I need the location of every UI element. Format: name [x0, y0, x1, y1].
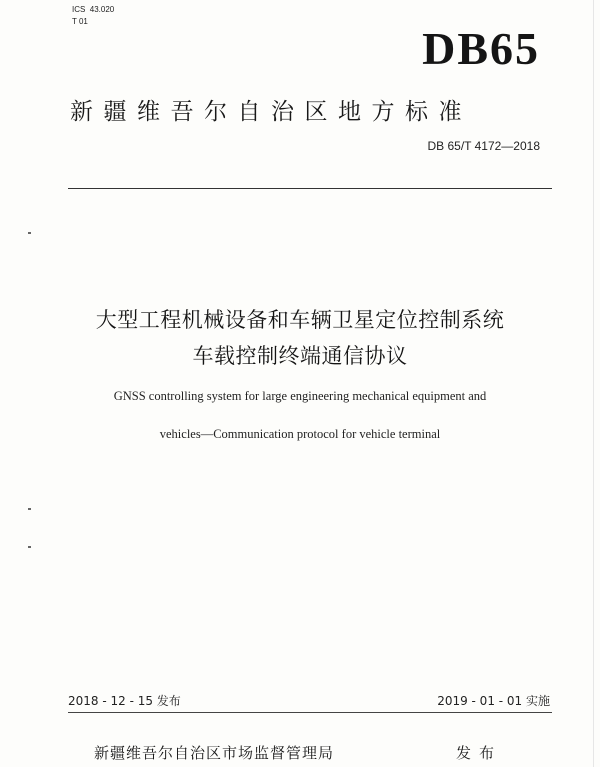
ics-code: ICS 43.020 [72, 5, 115, 14]
implementation-date: 2019 - 01 - 01 实施 [437, 694, 550, 708]
title-cn-line2: 车载控制终端通信协议 [192, 344, 408, 368]
header-divider [68, 188, 552, 189]
title-en-line1: GNSS controlling system for large engineering mechanical equipment and [113, 389, 487, 403]
title-cn-line1: 大型工程机械设备和车辆卫星定位控制系统 [95, 308, 505, 332]
issue-date: 2018 - 12 - 15 发布 [68, 694, 181, 708]
scan-speck [28, 546, 31, 548]
standard-type-heading: 新疆维吾尔自治区地方标准 [70, 99, 472, 125]
standard-number: DB 65/T 4172—2018 [427, 139, 540, 153]
publish-label: 发布 [456, 744, 503, 762]
classification-codes [72, 4, 114, 28]
db65-logo: DB65 [422, 23, 540, 74]
scan-speck [28, 508, 31, 510]
issuing-authority: 新疆维吾尔自治区市场监督管理局 [94, 744, 335, 762]
footer-divider [68, 712, 552, 713]
scan-speck [28, 232, 31, 234]
class-code: T 01 [72, 17, 88, 26]
page-edge-line [593, 0, 594, 767]
title-en-line2: vehicles—Communication protocol for vehicle terminal [159, 427, 441, 441]
